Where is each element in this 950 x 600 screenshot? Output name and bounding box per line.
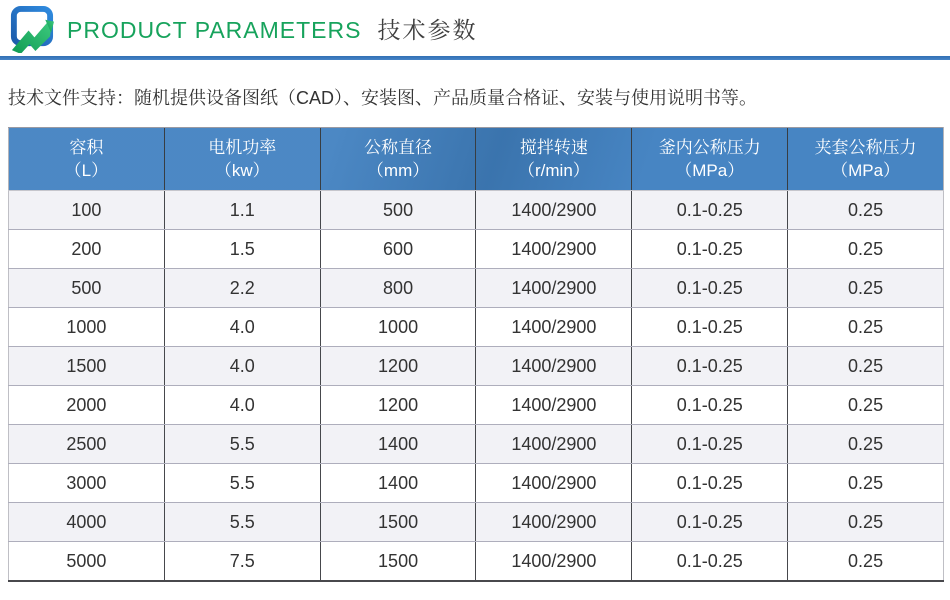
table-cell: 1200 — [320, 347, 476, 386]
table-row — [9, 308, 944, 347]
table-cell: 0.25 — [788, 230, 944, 269]
title-english: PRODUCT PARAMETERS — [67, 16, 362, 43]
table-cell: 0.25 — [788, 503, 944, 542]
blue-divider — [0, 56, 950, 60]
table-cell: 5.5 — [164, 425, 320, 464]
table-cell: 0.1-0.25 — [632, 425, 788, 464]
table-cell: 5.5 — [164, 464, 320, 503]
table-cell: 2500 — [9, 425, 165, 464]
table-cell: 1400/2900 — [476, 230, 632, 269]
table-cell: 500 — [320, 191, 476, 230]
parameters-table — [8, 127, 944, 582]
table-cell: 1200 — [320, 386, 476, 425]
table-row — [9, 191, 944, 230]
table-cell: 600 — [320, 230, 476, 269]
table-row — [9, 542, 944, 582]
table-cell: 3000 — [9, 464, 165, 503]
table-row — [9, 425, 944, 464]
table-row — [9, 386, 944, 425]
intro-text: 技术文件支持：随机提供设备图纸（CAD）、安装图、产品质量合格证、安装与使用说明书等。 — [8, 88, 757, 108]
table-cell: 0.1-0.25 — [632, 230, 788, 269]
table-row — [9, 503, 944, 542]
table-cell: 1.1 — [164, 191, 320, 230]
table-cell: 0.1-0.25 — [632, 386, 788, 425]
table-cell: 1500 — [9, 347, 165, 386]
table-cell: 1000 — [9, 308, 165, 347]
section-header — [0, 0, 950, 56]
table-cell: 1400 — [320, 464, 476, 503]
table-cell: 5.5 — [164, 503, 320, 542]
table-cell: 1400/2900 — [476, 464, 632, 503]
table-cell: 0.25 — [788, 308, 944, 347]
table-cell: 100 — [9, 191, 165, 230]
table-cell: 4.0 — [164, 347, 320, 386]
table-cell: 2.2 — [164, 269, 320, 308]
table-cell: 0.1-0.25 — [632, 503, 788, 542]
column-header-5: 釜内公称压力 （MPa） — [632, 128, 788, 191]
table-cell: 1400/2900 — [476, 269, 632, 308]
column-header-2: 电机功率 （kw） — [164, 128, 320, 191]
table-cell: 0.25 — [788, 347, 944, 386]
table-cell: 1400/2900 — [476, 503, 632, 542]
table-cell: 4.0 — [164, 308, 320, 347]
table-cell: 7.5 — [164, 542, 320, 582]
table-header-row — [9, 128, 944, 191]
table-cell: 500 — [9, 269, 165, 308]
table-cell: 0.1-0.25 — [632, 464, 788, 503]
table-cell: 200 — [9, 230, 165, 269]
column-header-1: 容积 （L） — [9, 128, 165, 191]
table-cell: 1400/2900 — [476, 386, 632, 425]
table-cell: 1.5 — [164, 230, 320, 269]
brand-logo-icon — [8, 6, 55, 53]
table-cell: 1400/2900 — [476, 347, 632, 386]
title-chinese: 技术参数 — [377, 16, 478, 43]
table-cell: 0.25 — [788, 542, 944, 582]
table-cell: 800 — [320, 269, 476, 308]
table-cell: 0.1-0.25 — [632, 347, 788, 386]
table-cell: 1400/2900 — [476, 425, 632, 464]
table-cell: 2000 — [9, 386, 165, 425]
column-header-3: 公称直径 （mm） — [320, 128, 476, 191]
column-header-4: 搅拌转速 （r/min） — [476, 128, 632, 191]
table-head — [9, 128, 944, 191]
table-cell: 5000 — [9, 542, 165, 582]
table-cell: 4.0 — [164, 386, 320, 425]
table-cell: 1400/2900 — [476, 308, 632, 347]
table-cell: 1400/2900 — [476, 191, 632, 230]
table-cell: 0.25 — [788, 386, 944, 425]
table-cell: 1400/2900 — [476, 542, 632, 582]
table-cell: 1400 — [320, 425, 476, 464]
table-cell: 1500 — [320, 503, 476, 542]
table-body — [9, 191, 944, 582]
table-cell: 4000 — [9, 503, 165, 542]
table-cell: 1000 — [320, 308, 476, 347]
table-row — [9, 269, 944, 308]
column-header-6: 夹套公称压力 （MPa） — [788, 128, 944, 191]
table-cell: 0.1-0.25 — [632, 308, 788, 347]
table-cell: 0.25 — [788, 269, 944, 308]
table-row — [9, 347, 944, 386]
table-cell: 0.1-0.25 — [632, 269, 788, 308]
table-cell: 1500 — [320, 542, 476, 582]
table-cell: 0.1-0.25 — [632, 191, 788, 230]
table-row — [9, 230, 944, 269]
table-cell: 0.25 — [788, 191, 944, 230]
table-cell: 0.1-0.25 — [632, 542, 788, 582]
table-cell: 0.25 — [788, 425, 944, 464]
page-title — [67, 12, 477, 45]
table-row — [9, 464, 944, 503]
table-cell: 0.25 — [788, 464, 944, 503]
